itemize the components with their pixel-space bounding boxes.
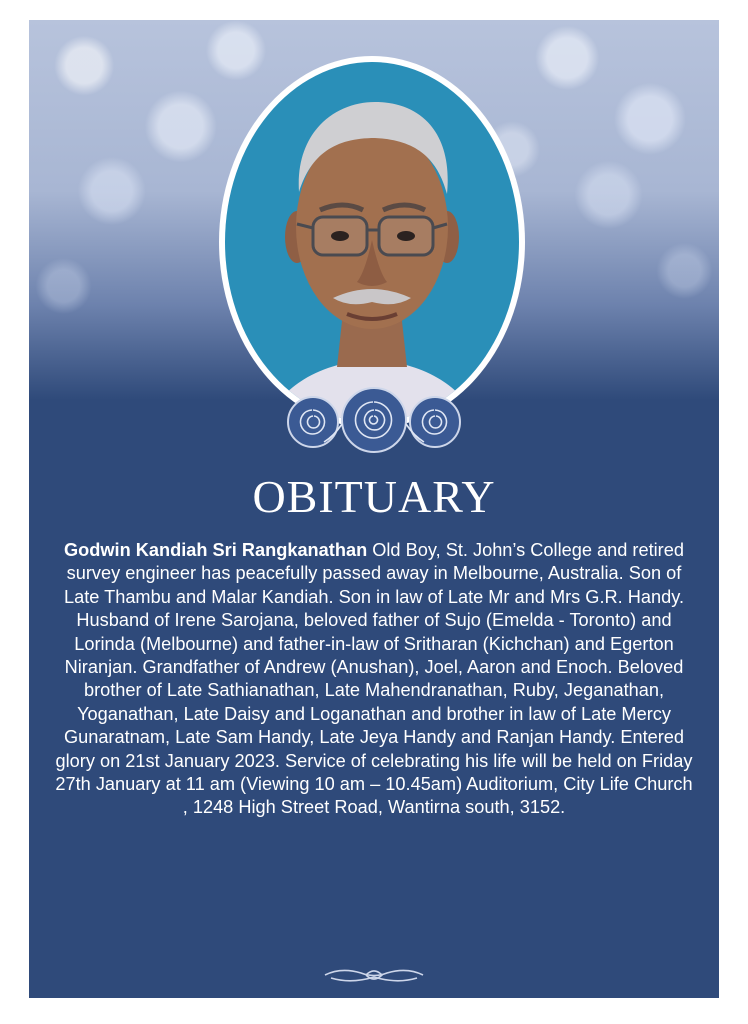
obituary-details: Old Boy, St. John’s College and retired survey engineer has peacefully passed away in Melbourne, Australia. Son of Late Thambu and Malar Kandiah. Son in law of Late Mr and Mrs G.R. Handy. Husband of Irene Sarojana, beloved father of Sujo (Emelda - Toronto) and Lorinda (Melbourne) and father-in-law of Sritharan (Kichchan) and Egerton Niranjan. Grandfather of Andrew (Anushan), Joel, Aaron and Enoch. Beloved brother of Late Sathianathan, Late Mahendranathan, Ruby, Jeganathan, Yoganathan, Late Daisy and Loganathan and brother in law of Late Mercy Gunaratnam, Late Sam Handy, Late Jeya Handy and Ranjan Handy. Entered glory on 21st January 2023. Service of celebrating his life will be held on Friday 27th January at 11 am (Viewing 10 am – 10.45am) Auditorium, City Life Church , 1248 High Street Road, Wantirna south, 3152.: [55, 540, 693, 818]
flourish-divider-icon: [321, 964, 427, 986]
portrait-photo: [225, 62, 519, 422]
deceased-name: Godwin Kandiah Sri Rangkanathan: [64, 540, 368, 560]
portrait-illustration: [225, 62, 519, 422]
obituary-heading: OBITUARY: [252, 471, 496, 522]
obituary-body: [53, 539, 695, 820]
rose-ornament-icon: [279, 380, 469, 460]
obituary-card: [29, 20, 719, 998]
